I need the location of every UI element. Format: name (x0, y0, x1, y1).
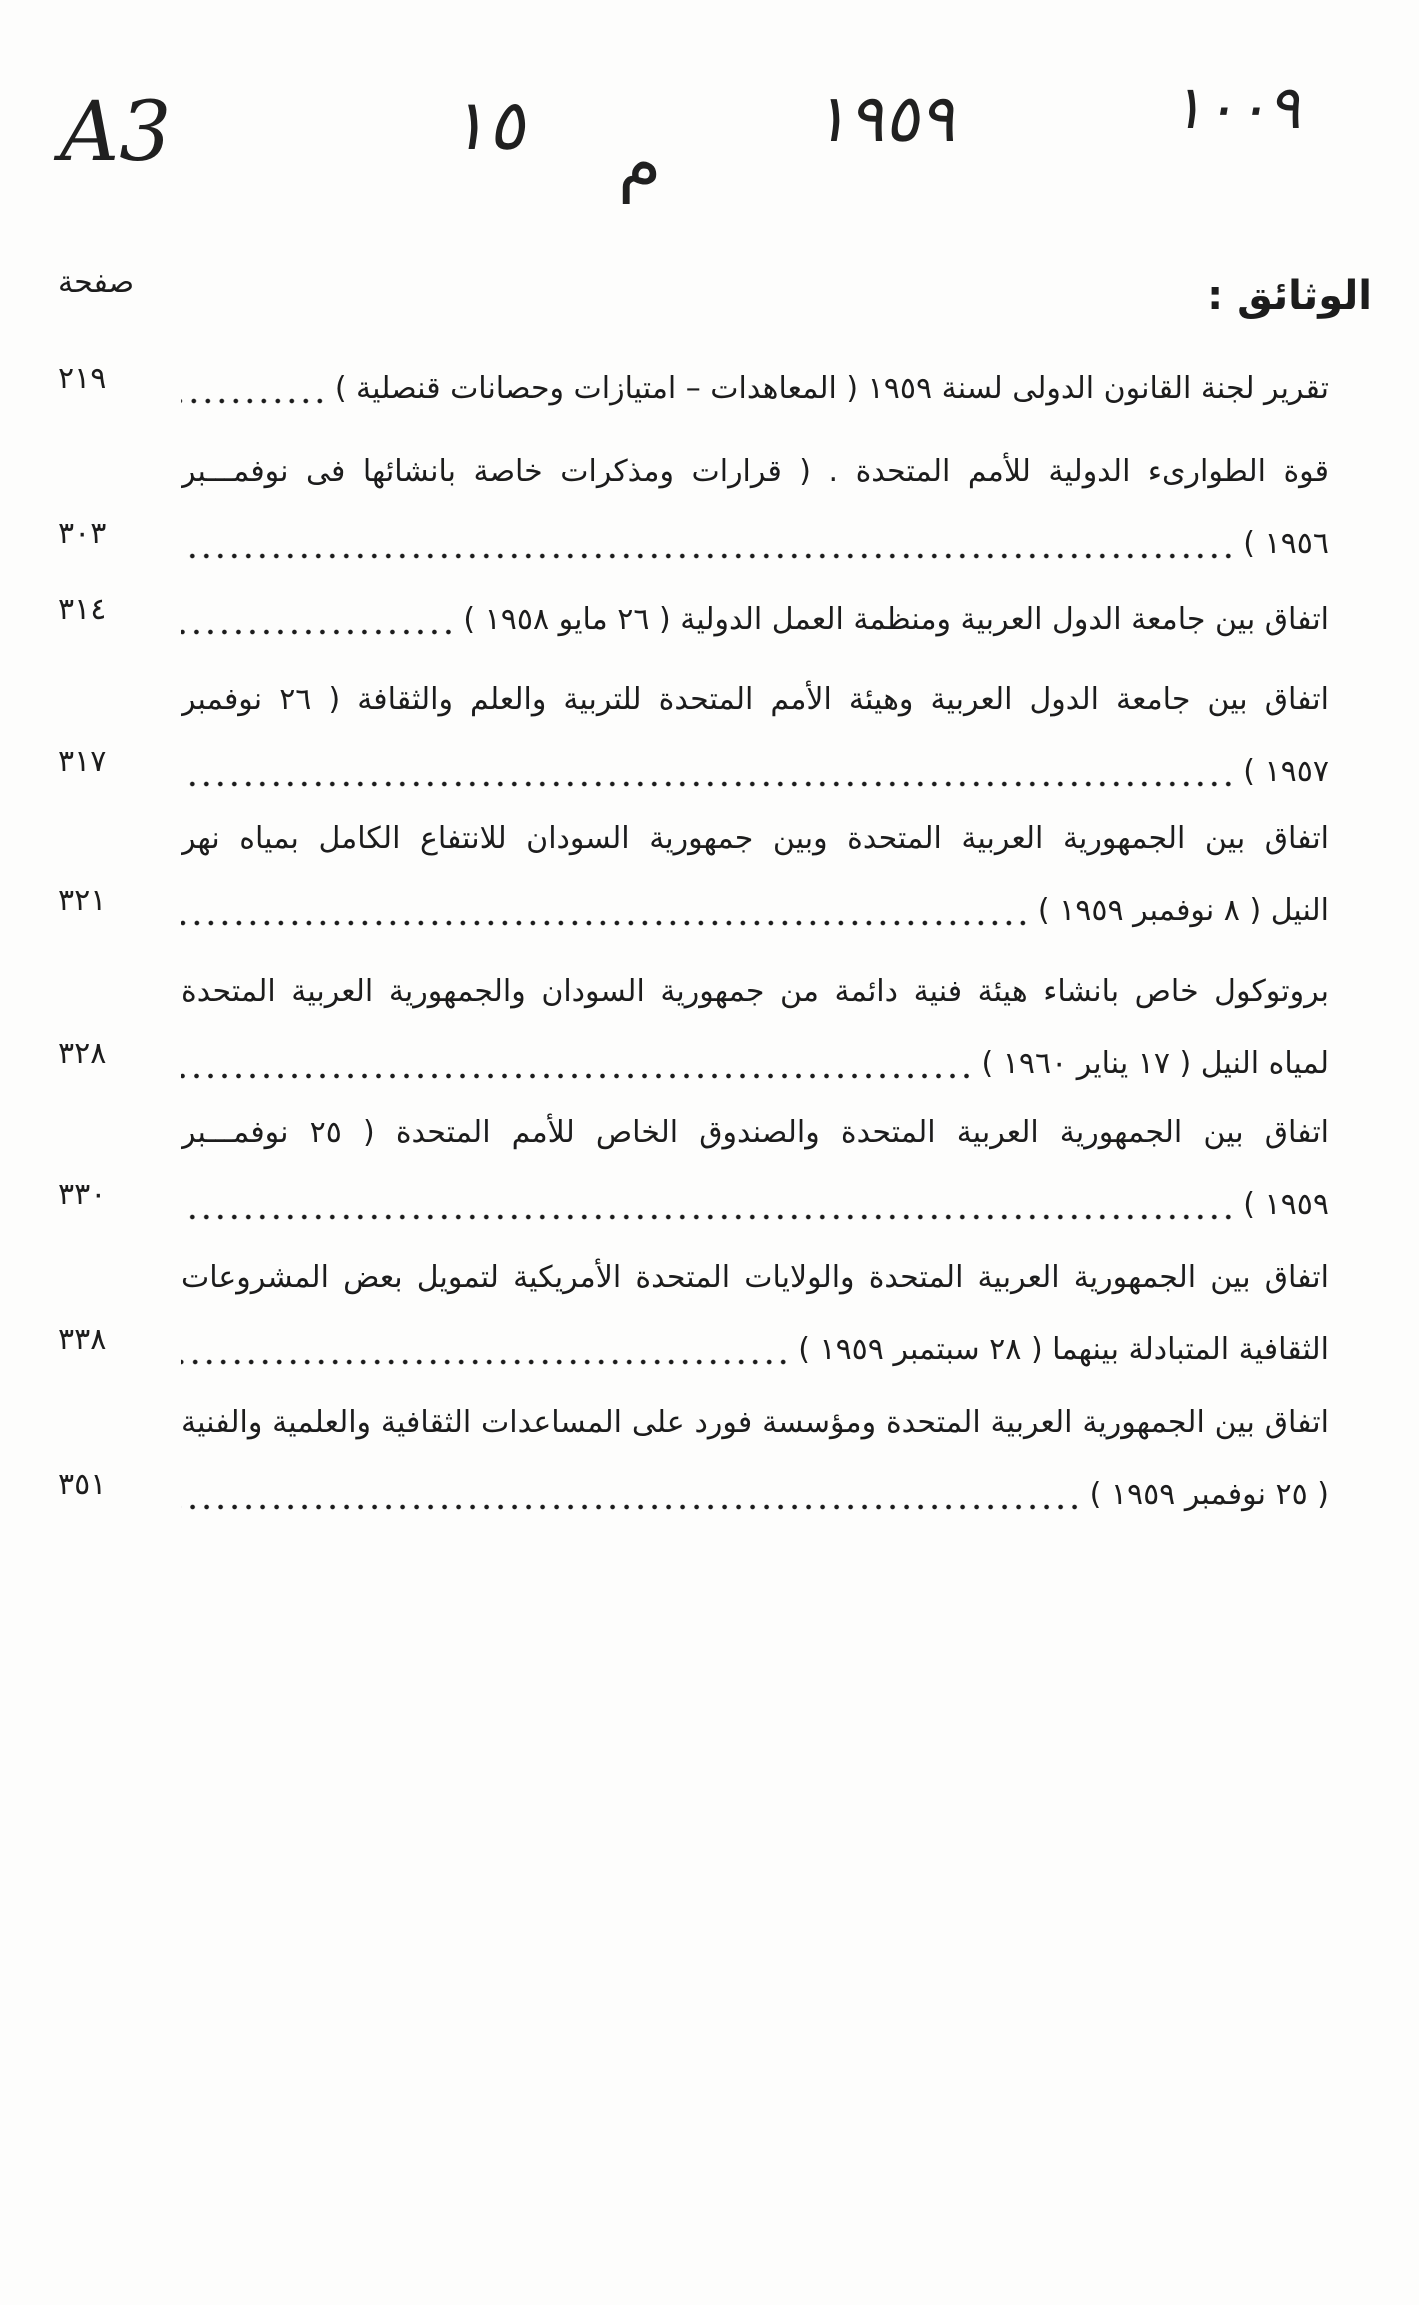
toc-entry (58, 436, 1329, 580)
page-column-label: صفحة (58, 265, 135, 300)
toc-page-number: ٣١٧ (58, 744, 107, 779)
toc-entry-line (181, 1459, 1329, 1531)
toc-page-number: ٣٥١ (58, 1467, 107, 1502)
toc-entry (58, 664, 1329, 808)
toc-entry-line (181, 584, 1329, 656)
toc-entry-line (181, 353, 1329, 425)
toc-entry-text (181, 436, 1329, 580)
toc-entry-line-text: ١٩٥٧ ) (1243, 754, 1329, 789)
dot-leader (181, 1028, 974, 1100)
toc-entry (58, 803, 1329, 947)
toc-entry-text (181, 584, 1329, 656)
dot-leader (181, 584, 455, 656)
toc-entry-line: اتفاق بين الجمهورية العربية المتحدة والصندوق الخاص للأمم المتحدة ( ٢٥ نوفمـــبر (181, 1115, 1329, 1150)
toc-page-number: ٣٣٨ (58, 1322, 107, 1357)
toc-entry (58, 1387, 1329, 1531)
toc-entry-text (181, 1242, 1329, 1386)
toc-page-number: ٣١٤ (58, 592, 107, 627)
toc-entry (58, 1097, 1329, 1241)
toc-entry-line: اتفاق بين الجمهورية العربية المتحدة وبين جمهورية السودان للانتفاع الكامل بمياه نهر (181, 821, 1329, 856)
toc-entry-text (181, 1387, 1329, 1531)
dot-leader (181, 875, 1030, 947)
toc-entry-line-text: ( ٢٥ نوفمبر ١٩٥٩ ) (1089, 1477, 1329, 1512)
toc-entry-line: اتفاق بين الجمهورية العربية المتحدة والولايات المتحدة الأمريكية لتمويل بعض المشروعات (181, 1260, 1329, 1295)
toc-entry-text (181, 1097, 1329, 1241)
toc-entry-line-text: ١٩٥٦ ) (1243, 526, 1329, 561)
dot-leader (181, 1459, 1082, 1531)
toc-entry-line (181, 1028, 1329, 1100)
dot-leader (181, 1314, 790, 1386)
toc-entry-text (181, 956, 1329, 1100)
toc-page-number: ٣٣٠ (58, 1177, 107, 1212)
toc-page-number: ٣٢١ (58, 883, 107, 918)
toc-entry-text (181, 353, 1329, 425)
toc-entry-line: بروتوكول خاص بانشاء هيئة فنية دائمة من جمهورية السودان والجمهورية العربية المتحدة (181, 974, 1329, 1009)
toc-entry-line-text: ١٩٥٩ ) (1243, 1187, 1329, 1222)
dot-leader (181, 1169, 1235, 1241)
handwritten-code: ١٠٠٩ (1169, 73, 1312, 143)
dot-leader (181, 508, 1235, 580)
toc-entry-line-text: لمياه النيل ( ١٧ يناير ١٩٦٠ ) (981, 1046, 1329, 1081)
toc-entry-line: قوة الطوارىء الدولية للأمم المتحدة . ( قرارات ومذكرات خاصة بانشائها فى نوفمـــبر (181, 454, 1329, 489)
toc-entry-line (181, 508, 1329, 580)
toc-page-number: ٣٢٨ (58, 1036, 107, 1071)
toc-entry-line-text: اتفاق بين جامعة الدول العربية ومنظمة العمل الدولية ( ٢٦ مايو ١٩٥٨ ) (463, 602, 1329, 637)
toc-entry-line (181, 736, 1329, 808)
toc-entry-line (181, 875, 1329, 947)
toc-entry-text (181, 664, 1329, 808)
handwritten-number: ١٥ (447, 84, 538, 166)
toc-entry-line (181, 1314, 1329, 1386)
toc-entry (58, 353, 1329, 425)
toc-entry-line-text: النيل ( ٨ نوفمبر ١٩٥٩ ) (1037, 893, 1329, 928)
dot-leader (181, 736, 1235, 808)
toc-page-number: ٣٠٣ (58, 516, 107, 551)
toc-entry-line-text: الثقافية المتبادلة بينهما ( ٢٨ سبتمبر ١٩٥٩ ) (798, 1332, 1329, 1367)
handwritten-reference: A3 (60, 85, 172, 180)
toc-entry (58, 956, 1329, 1100)
toc-entry (58, 584, 1329, 656)
toc-page-number: ٢١٩ (58, 361, 107, 396)
toc-entry-line-text: تقرير لجنة القانون الدولى لسنة ١٩٥٩ ( المعاهدات – امتيازات وحصانات قنصلية ) (334, 371, 1329, 406)
handwritten-year: ١٩٥٩ (811, 80, 967, 157)
section-title: الوثائق : (1207, 273, 1372, 319)
toc-entry (58, 1242, 1329, 1386)
handwritten-letter: م (618, 122, 662, 204)
dot-leader (181, 353, 327, 425)
toc-entry-line: اتفاق بين جامعة الدول العربية وهيئة الأمم المتحدة للتربية والعلم والثقافة ( ٢٦ نوفمبر (181, 682, 1329, 717)
toc-entry-line (181, 1169, 1329, 1241)
toc-entry-line: اتفاق بين الجمهورية العربية المتحدة ومؤسسة فورد على المساعدات الثقافية والعلمية والفنية (181, 1405, 1329, 1440)
toc-entry-text (181, 803, 1329, 947)
